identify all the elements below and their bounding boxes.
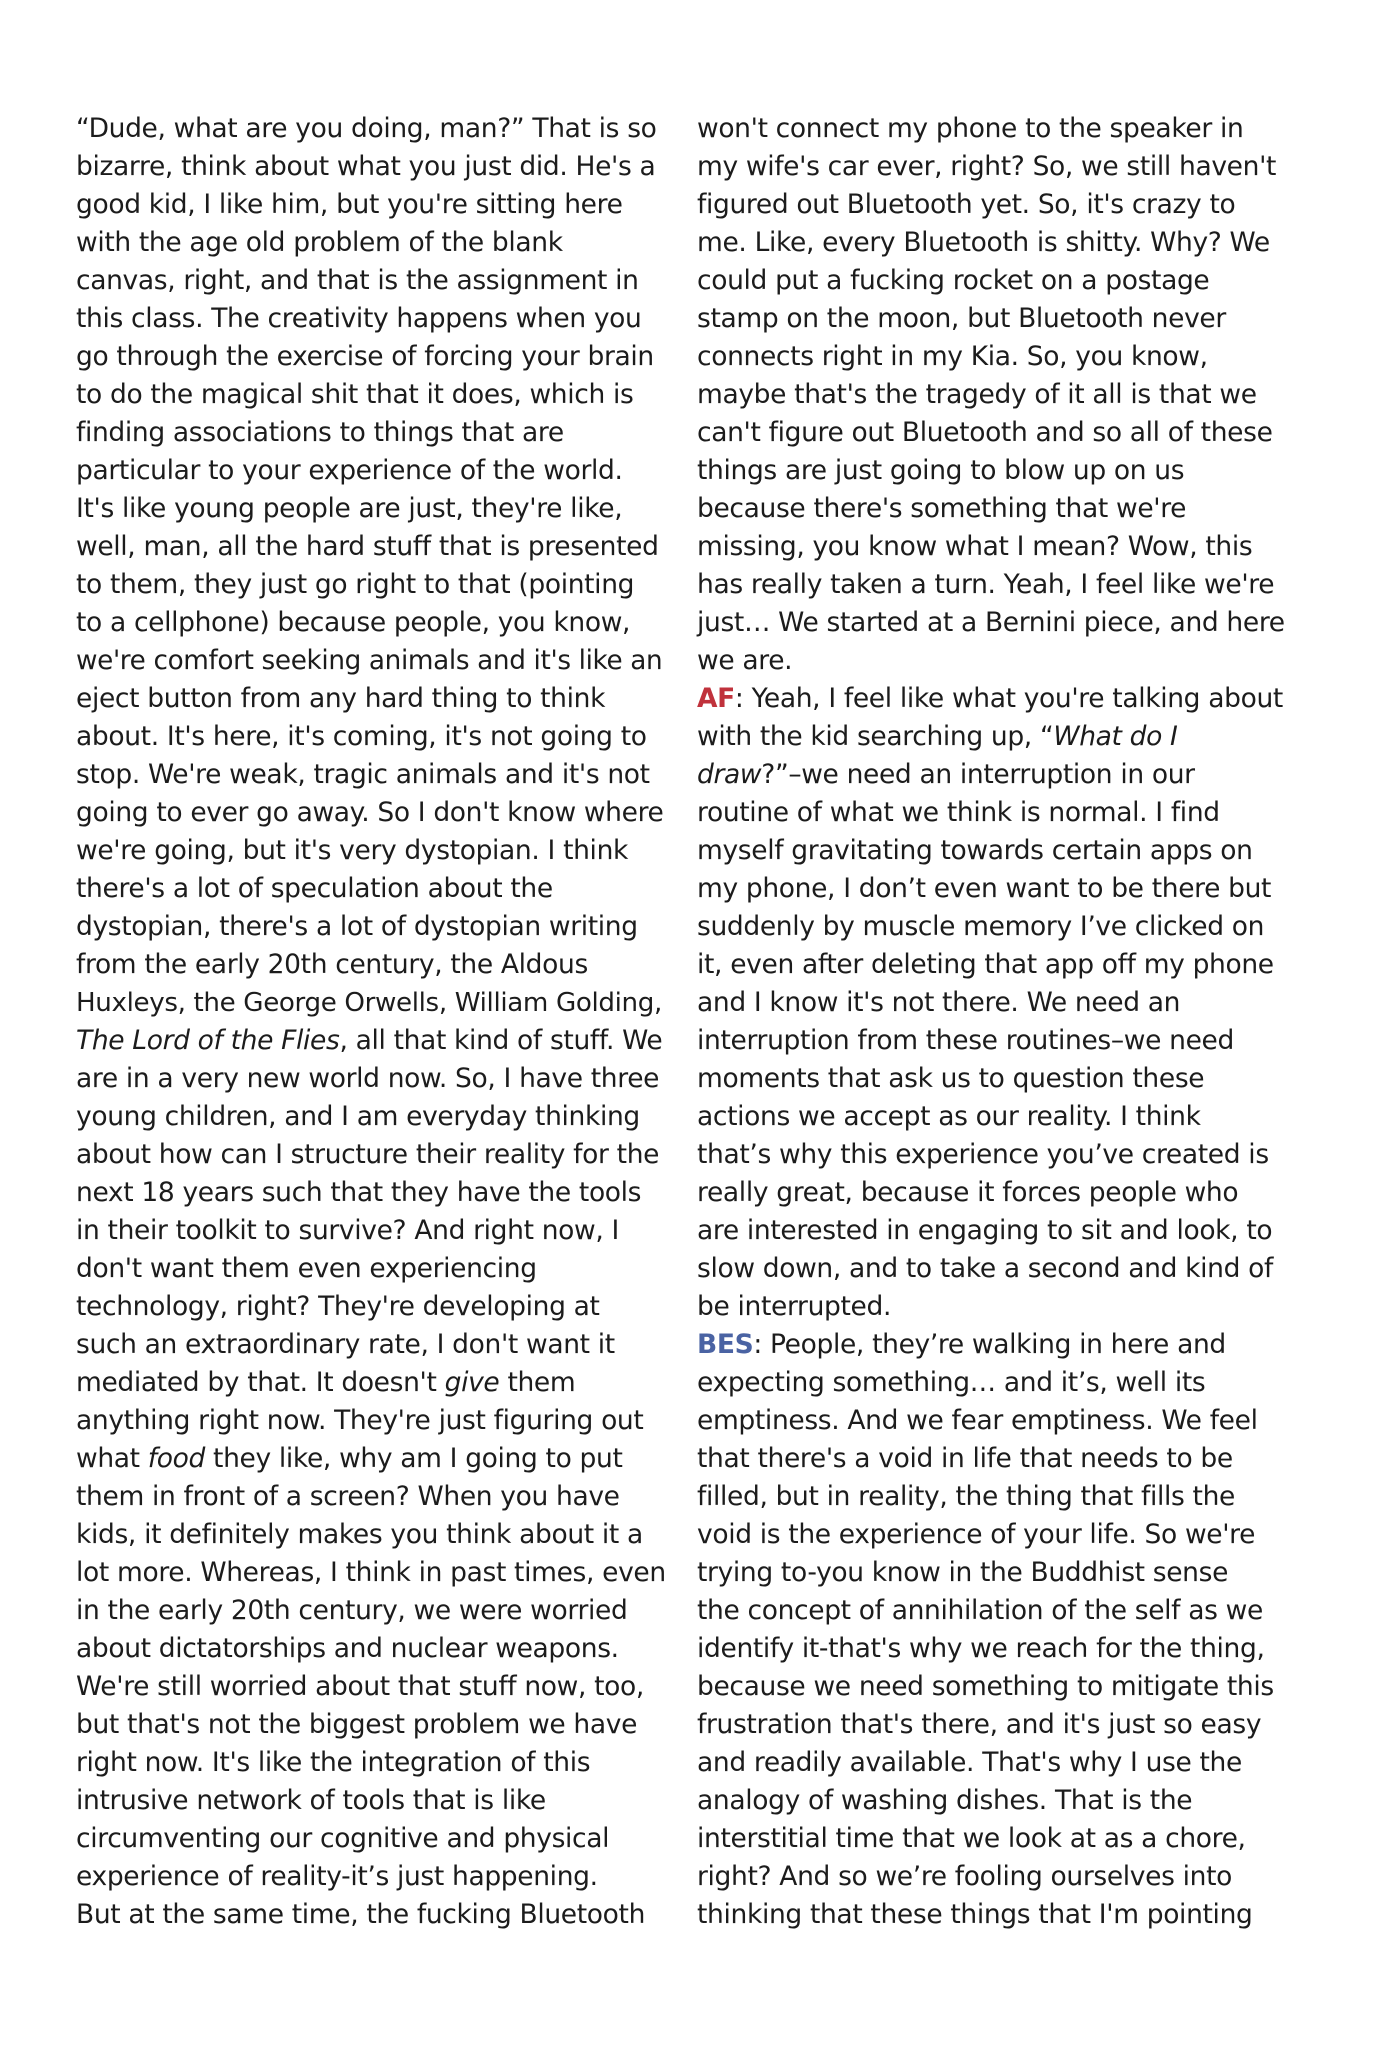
left-column-line — [76, 756, 666, 794]
text-segment: what — [76, 1443, 148, 1474]
text-segment: to do the magical shit that it does, which is — [76, 379, 634, 410]
text-segment: ?”–we need an interruption in our — [761, 759, 1195, 790]
text-segment: dystopian, there's a lot of dystopian writing — [76, 911, 638, 942]
left-column-line — [76, 718, 666, 756]
left-column-line — [76, 338, 666, 376]
right-column-line — [697, 262, 1287, 300]
right-column-line — [697, 832, 1287, 870]
right-column-line — [697, 604, 1287, 642]
text-segment: and readily available. That's why I use the — [697, 1747, 1242, 1778]
left-column-line — [76, 1706, 666, 1744]
text-segment: going to ever go away. So I don't know where — [76, 797, 664, 828]
text-segment: in their toolkit to survive? And right now, I — [76, 1215, 619, 1246]
left-column-line — [76, 452, 666, 490]
right-column-line — [697, 1820, 1287, 1858]
text-segment: myself gravitating towards certain apps on — [697, 835, 1253, 866]
left-column-line — [76, 1478, 666, 1516]
right-column-line — [697, 376, 1287, 414]
right-column-line — [697, 1858, 1287, 1896]
left-column-line — [76, 1174, 666, 1212]
text-segment: they like, why am I going to put — [204, 1443, 623, 1474]
text-segment: this class. The creativity happens when you — [76, 303, 642, 334]
left-column-line — [76, 1326, 666, 1364]
right-column-line — [697, 1782, 1287, 1820]
left-column-line — [76, 604, 666, 642]
text-segment: and I know it's not there. We need an — [697, 987, 1181, 1018]
text-segment: Huxleys, the George Orwells, William Golding, — [76, 988, 662, 1018]
right-column-line — [697, 1060, 1287, 1098]
text-segment: void is the experience of your life. So we're — [697, 1519, 1256, 1550]
text-segment: won't connect my phone to the speaker in — [697, 113, 1244, 144]
text-segment: go through the exercise of forcing your brain — [76, 341, 654, 372]
right-column-line — [697, 110, 1287, 148]
right-column-line — [697, 1744, 1287, 1782]
text-segment: right now. It's like the integration of this — [76, 1747, 591, 1778]
text-segment: It's like young people are just, they're like, — [76, 493, 623, 524]
right-column-line — [697, 186, 1287, 224]
right-column-line — [697, 1478, 1287, 1516]
text-segment: kids, it definitely makes you think about it a — [76, 1519, 643, 1550]
right-column-line — [697, 414, 1287, 452]
text-segment: such an extraordinary rate, I don't want it — [76, 1329, 615, 1360]
text-segment: lot more. Whereas, I think in past times, even — [76, 1557, 666, 1588]
text-segment: analogy of washing dishes. That is the — [697, 1785, 1193, 1816]
text-segment: are interested in engaging to sit and look, to — [697, 1215, 1273, 1246]
text-segment: “Dude, what are you doing, man?” That is so — [76, 113, 657, 144]
text-segment: thinking that these things that I'm pointing — [697, 1899, 1253, 1930]
italic-text: draw — [697, 759, 762, 790]
left-column-line — [76, 832, 666, 870]
text-segment: about how can I structure their reality for the — [76, 1139, 660, 1170]
text-segment: we're comfort seeking animals and it's like an — [76, 646, 663, 676]
text-segment: right? And so we’re fooling ourselves into — [697, 1861, 1232, 1892]
left-column-line — [76, 1098, 666, 1136]
text-segment: interruption from these routines–we need — [697, 1025, 1234, 1056]
right-column-line — [697, 1516, 1287, 1554]
right-text-column — [697, 110, 1287, 1934]
text-segment: because we need something to mitigate this — [697, 1671, 1274, 1702]
right-column-line — [697, 870, 1287, 908]
text-segment: circumventing our cognitive and physical — [76, 1823, 610, 1854]
left-column-line — [76, 1896, 666, 1934]
left-column-line — [76, 1782, 666, 1820]
left-column-line — [76, 946, 666, 984]
right-column-line — [697, 946, 1287, 984]
left-column-line — [76, 148, 666, 186]
text-segment: stop. We're weak, tragic animals and it's not — [76, 759, 650, 790]
text-segment: suddenly by muscle memory I’ve clicked on — [697, 911, 1265, 942]
text-segment: experience of reality-it’s just happening. — [76, 1861, 598, 1892]
text-segment: them in front of a screen? When you have — [76, 1481, 620, 1512]
text-segment: are in a very new world now. So, I have three — [76, 1063, 660, 1094]
italic-text: give — [444, 1367, 500, 1398]
text-segment: interstitial time that we look at as a chore, — [697, 1823, 1246, 1854]
text-segment: from the early 20th century, the Aldous — [76, 949, 588, 980]
right-column-line — [697, 338, 1287, 376]
left-column-line — [76, 1440, 666, 1478]
text-segment: things are just going to blow up on us — [697, 455, 1185, 486]
text-segment: the concept of annihilation of the self as we — [697, 1595, 1263, 1626]
text-segment: me. Like, every Bluetooth is shitty. Why? We — [697, 227, 1270, 258]
text-segment: figured out Bluetooth yet. So, it's crazy to — [697, 189, 1236, 220]
right-column-line — [697, 908, 1287, 946]
text-segment: maybe that's the tragedy of it all is that we — [697, 379, 1257, 410]
text-segment: has really taken a turn. Yeah, I feel like we're — [697, 569, 1275, 600]
right-column-line — [697, 1896, 1287, 1934]
text-segment: But at the same time, the fucking Bluetooth — [76, 1899, 646, 1930]
right-column-line — [697, 1212, 1287, 1250]
text-segment: in the early 20th century, we were worried — [76, 1595, 628, 1626]
left-column-line — [76, 186, 666, 224]
text-segment: bizarre, think about what you just did. He's a — [76, 151, 656, 182]
left-column-line — [76, 1744, 666, 1782]
italic-text: The Lord of the Flies — [76, 1025, 340, 1056]
left-column-line — [76, 490, 666, 528]
right-column-line — [697, 1592, 1287, 1630]
text-segment: trying to-you know in the Buddhist sense — [697, 1557, 1229, 1588]
speaker-label: BES — [697, 1329, 754, 1360]
left-column-line — [76, 1022, 666, 1060]
left-column-line — [76, 376, 666, 414]
text-segment: just… We started at a Bernini piece, and here — [697, 607, 1285, 638]
right-column-line — [697, 642, 1287, 680]
text-segment: emptiness. And we fear emptiness. We feel — [697, 1405, 1258, 1436]
right-column-line — [697, 1326, 1287, 1364]
right-column-line — [697, 224, 1287, 262]
right-column-line — [697, 300, 1287, 338]
text-segment: that’s why this experience you’ve created is — [697, 1139, 1269, 1170]
text-segment: missing, you know what I mean? Wow, this — [697, 531, 1253, 562]
text-segment: : Yeah, I feel like what you're talking about — [734, 683, 1283, 714]
left-column-line — [76, 414, 666, 452]
italic-text: What do I — [1053, 721, 1178, 752]
right-column-line — [697, 794, 1287, 832]
text-segment: moments that ask us to question these — [697, 1063, 1205, 1094]
right-column-line — [697, 756, 1287, 794]
text-segment: connects right in my Kia. So, you know, — [697, 341, 1208, 372]
right-column-line — [697, 490, 1287, 528]
text-segment: : People, they’re walking in here and — [753, 1329, 1226, 1360]
text-segment: well, man, all the hard stuff that is presented — [76, 531, 659, 562]
right-column-line — [697, 680, 1287, 718]
right-column-line — [697, 1174, 1287, 1212]
text-segment: don't want them even experiencing — [76, 1253, 537, 1284]
text-segment: routine of what we think is normal. I find — [697, 797, 1220, 828]
text-segment: finding associations to things that are — [76, 417, 564, 448]
speaker-label: AF — [697, 683, 735, 714]
text-segment: filled, but in reality, the thing that fills the — [697, 1481, 1235, 1512]
text-segment: expecting something… and it’s, well its — [697, 1367, 1206, 1398]
left-column-line — [76, 1060, 666, 1098]
left-column-line — [76, 1668, 666, 1706]
left-column-line — [76, 1288, 666, 1326]
right-column-line — [697, 1630, 1287, 1668]
right-column-line — [697, 566, 1287, 604]
text-segment: frustration that's there, and it's just so easy — [697, 1709, 1262, 1740]
right-column-line — [697, 1136, 1287, 1174]
text-segment: we're going, but it's very dystopian. I think — [76, 835, 629, 866]
left-column-line — [76, 1592, 666, 1630]
right-column-line — [697, 1706, 1287, 1744]
left-column-line — [76, 300, 666, 338]
text-segment: them — [499, 1367, 576, 1398]
right-column-line — [697, 1668, 1287, 1706]
left-column-line — [76, 1212, 666, 1250]
left-column-line — [76, 794, 666, 832]
text-segment: could put a fucking rocket on a postage — [697, 265, 1210, 296]
text-segment: to a cellphone) because people, you know, — [76, 607, 631, 638]
text-segment: really great, because it forces people who — [697, 1177, 1239, 1208]
text-segment: because there's something that we're — [697, 493, 1187, 524]
text-segment: with the age old problem of the blank — [76, 227, 563, 258]
text-segment: eject button from any hard thing to think — [76, 683, 606, 714]
text-segment: , all that kind of stuff. We — [339, 1025, 663, 1056]
right-column-line — [697, 984, 1287, 1022]
text-segment: can't figure out Bluetooth and so all of these — [697, 417, 1273, 448]
left-text-column — [76, 110, 666, 1934]
text-segment: stamp on the moon, but Bluetooth never — [697, 303, 1226, 334]
text-segment: we are. — [697, 645, 793, 676]
right-column-line — [697, 1250, 1287, 1288]
left-column-line — [76, 1630, 666, 1668]
left-column-line — [76, 528, 666, 566]
left-column-line — [76, 870, 666, 908]
left-column-line — [76, 1402, 666, 1440]
text-segment: intrusive network of tools that is like — [76, 1785, 546, 1816]
right-column-line — [697, 528, 1287, 566]
right-column-line — [697, 1440, 1287, 1478]
left-column-line — [76, 1136, 666, 1174]
text-segment: my phone, I don’t even want to be there but — [697, 873, 1272, 904]
left-column-line — [76, 1858, 666, 1896]
text-segment: anything right now. They're just figuring out — [76, 1405, 644, 1436]
left-column-line — [76, 642, 666, 680]
text-segment: particular to your experience of the world. — [76, 455, 623, 486]
left-column-line — [76, 566, 666, 604]
text-segment: good kid, I like him, but you're sitting here — [76, 189, 623, 220]
left-column-line — [76, 1364, 666, 1402]
text-segment: slow down, and to take a second and kind of — [697, 1253, 1274, 1284]
text-segment: about dictatorships and nuclear weapons. — [76, 1633, 619, 1664]
left-column-line — [76, 262, 666, 300]
left-column-line — [76, 1516, 666, 1554]
text-segment: young children, and I am everyday thinking — [76, 1101, 640, 1132]
right-column-line — [697, 1022, 1287, 1060]
text-segment: mediated by that. It doesn't — [76, 1367, 445, 1398]
left-column-line — [76, 680, 666, 718]
right-column-line — [697, 148, 1287, 186]
text-segment: technology, right? They're developing at — [76, 1291, 600, 1322]
text-segment: there's a lot of speculation about the — [76, 873, 553, 904]
left-column-line — [76, 1250, 666, 1288]
left-column-line — [76, 908, 666, 946]
text-segment: that there's a void in life that needs to be — [697, 1443, 1233, 1474]
left-column-line — [76, 110, 666, 148]
text-segment: actions we accept as our reality. I think — [697, 1101, 1201, 1132]
right-column-line — [697, 1402, 1287, 1440]
text-segment: it, even after deleting that app off my phone — [697, 949, 1274, 980]
italic-text: food — [147, 1443, 205, 1474]
text-segment: about. It's here, it's coming, it's not going to — [76, 721, 647, 752]
left-column-line — [76, 1554, 666, 1592]
text-segment: with the kid searching up, “ — [697, 721, 1054, 752]
text-segment: my wife's car ever, right? So, we still haven't — [697, 151, 1277, 182]
text-segment: identify it-that's why we reach for the thing, — [697, 1633, 1265, 1664]
text-segment: but that's not the biggest problem we have — [76, 1709, 638, 1740]
right-column-line — [697, 452, 1287, 490]
left-column-line — [76, 984, 666, 1022]
text-segment: canvas, right, and that is the assignment in — [76, 265, 639, 296]
right-column-line — [697, 1364, 1287, 1402]
left-column-line — [76, 224, 666, 262]
right-column-line — [697, 1288, 1287, 1326]
text-segment: next 18 years such that they have the tools — [76, 1177, 642, 1208]
text-segment: We're still worried about that stuff now, too, — [76, 1671, 644, 1702]
right-column-line — [697, 1554, 1287, 1592]
text-segment: be interrupted. — [697, 1291, 892, 1322]
left-column-line — [76, 1820, 666, 1858]
right-column-line — [697, 718, 1287, 756]
right-column-line — [697, 1098, 1287, 1136]
text-segment: to them, they just go right to that (pointing — [76, 569, 635, 600]
